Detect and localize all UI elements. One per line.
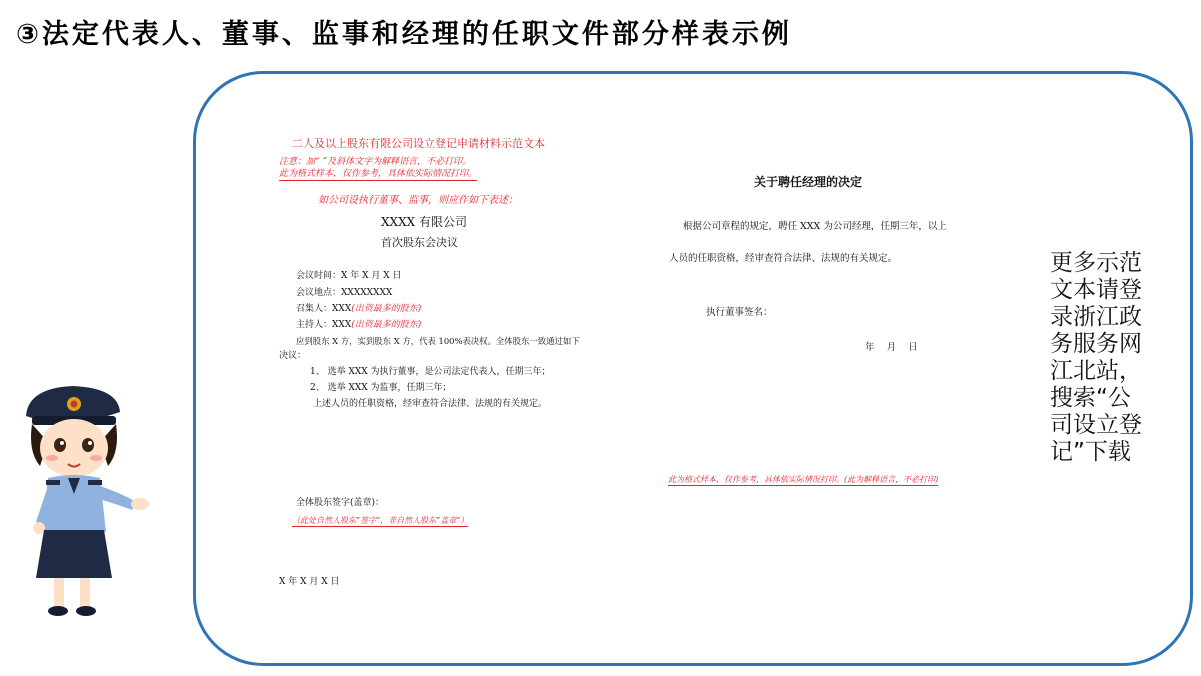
- left-doc-date: X 年 X 月 X 日: [279, 577, 340, 587]
- decision-label: 决议：: [279, 351, 307, 361]
- meeting-time: 会议时间：X 年 X 月 X 日: [296, 271, 402, 281]
- left-doc-note2: 此为格式样本，仅作参考，具体依实际情况打印。: [279, 169, 478, 179]
- meeting-place: 会议地点：XXXXXXXX: [296, 288, 393, 298]
- signature-label: 全体股东签字(盖章)：: [296, 498, 385, 508]
- decision-item-1: 1、 选举 XXX 为执行董事，是公司法定代表人，任期三年；: [310, 367, 551, 377]
- attendance-line: 应到股东 X 方，实到股东 X 方，代表 100%表决权。全体股东一致通过如下: [296, 336, 580, 346]
- convener-note: (出资最多的股东): [351, 304, 422, 314]
- left-doc-note1: 注意：加“ ”及斜体文字为解释语言，不必打印。: [279, 157, 472, 167]
- company-name: XXXX 有限公司: [381, 215, 467, 229]
- right-doc-body-2: 人员的任职资格，经审查符合法律、法规的有关规定。: [669, 253, 898, 264]
- page-heading: ③法定代表人、董事、监事和经理的任职文件部分样表示例: [16, 19, 792, 50]
- host-note: (出资最多的股东): [351, 320, 422, 330]
- host-label: 主持人：XXX: [296, 320, 352, 330]
- meeting-title: 首次股东会决议: [381, 236, 458, 249]
- decision-item-2: 2、 选举 XXX 为监事，任期三年；: [310, 383, 452, 393]
- right-doc-title: 关于聘任经理的决定: [754, 175, 863, 189]
- left-doc-title: 二人及以上股东有限公司设立登记申请材料示范文本: [292, 137, 545, 150]
- right-doc-date: 年 月 日: [865, 342, 918, 353]
- right-doc-body-1: 根据公司章程的规定，聘任 XXX 为公司经理，任期三年，以上: [683, 221, 947, 232]
- signature-note: （此处自然人股东“签字”，非自然人股东“盖章”）: [292, 516, 469, 525]
- convener-label: 召集人：XXX: [296, 304, 352, 314]
- right-doc-footnote: 此为格式样本，仅作参考，具体依实际情况打印。(此为解释语言，不必打印): [668, 475, 939, 484]
- right-doc-signer: 执行董事签名：: [706, 307, 773, 318]
- host-line: [296, 317, 421, 333]
- left-doc-intro: 如公司设执行董事、监事，则应作如下表述：: [318, 195, 518, 206]
- convener-line: [296, 301, 421, 317]
- qualification-line: 上述人员的任职资格，经审查符合法律、法规的有关规定。: [313, 399, 548, 409]
- download-note: 更多示范文本请登录浙江政务服务网江北站，搜索“公司设立登记”下载: [1050, 250, 1142, 465]
- officer-illustration: [18, 382, 153, 622]
